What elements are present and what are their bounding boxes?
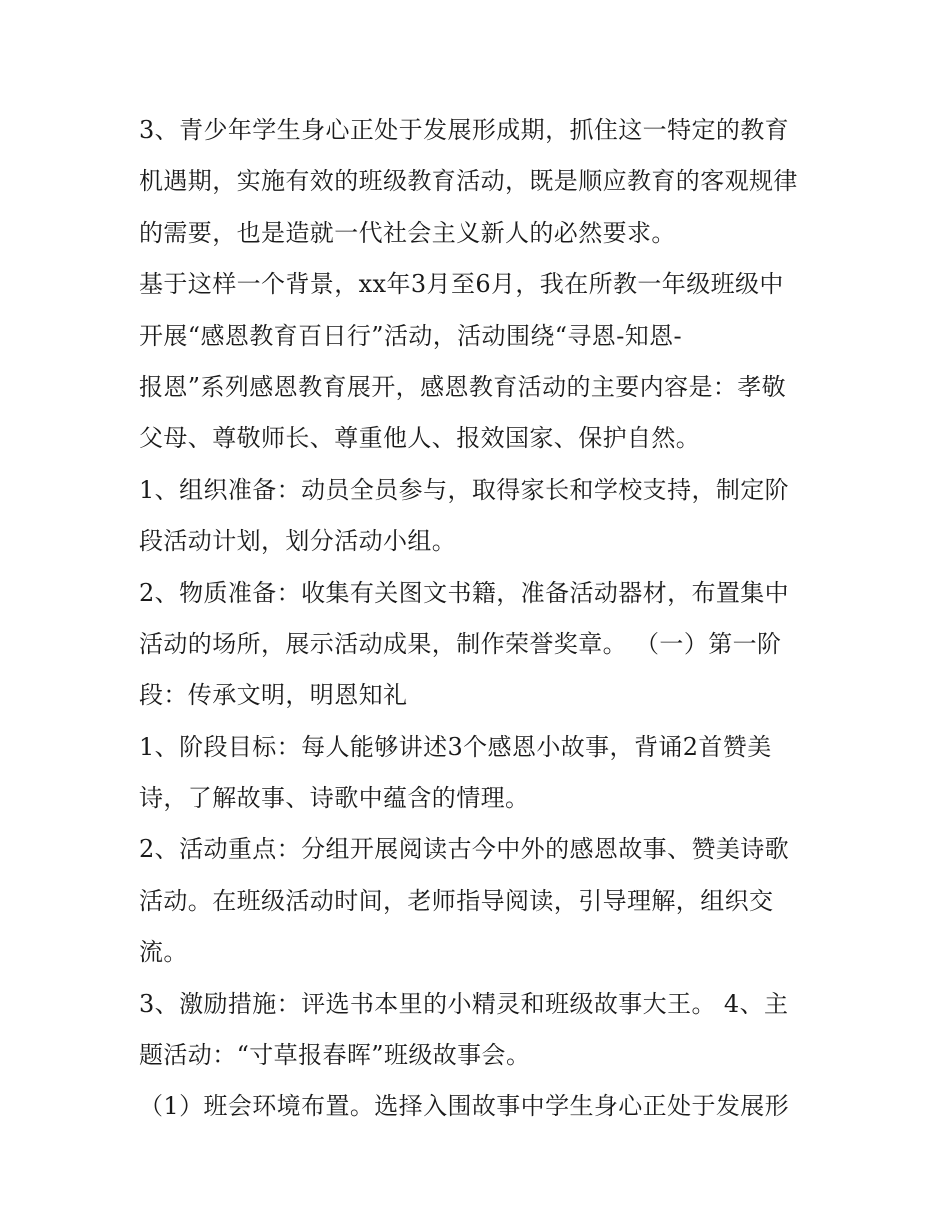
text-line: 题活动：“寸草报春晖”班级故事会。 <box>139 1041 531 1070</box>
text-line: 段活动计划，划分活动小组。 <box>139 527 457 556</box>
text-line: 机遇期，实施有效的班级教育活动，既是顺应教育的客观规律 <box>139 167 798 196</box>
text-line: 2、物质准备：收集有关图文书籍，准备活动器材，布置集中 <box>139 578 790 607</box>
text-line: 流。 <box>139 938 188 967</box>
document-body <box>139 105 819 1133</box>
text-line: 活动。在班级活动时间，老师指导阅读，引导理解，组织交 <box>139 886 774 915</box>
text-line: 活动的场所，展示活动成果，制作荣誉奖章。 （一）第一阶 <box>139 629 782 658</box>
text-line: 1、阶段目标：每人能够讲述3个感恩小故事，背诵2首赞美 <box>139 732 772 761</box>
text-line: 的需要，也是造就一代社会主义新人的必然要求。 <box>139 218 676 247</box>
text-line: （1）班会环境布置。选择入围故事中学生身心正处于发展形 <box>139 1092 790 1121</box>
text-line: 段：传承文明，明恩知礼 <box>139 681 408 710</box>
text-line: 3、激励措施：评选书本里的小精灵和班级故事大王。 4、主 <box>139 989 789 1018</box>
text-line: 诗，了解故事、诗歌中蕴含的情理。 <box>139 784 530 813</box>
text-line: 报恩”系列感恩教育展开，感恩教育活动的主要内容是：孝敬 <box>139 372 787 401</box>
text-line: 基于这样一个背景，xx年3月至6月，我在所教一年级班级中 <box>139 270 784 299</box>
text-line: 2、活动重点：分组开展阅读古今中外的感恩故事、赞美诗歌 <box>139 835 790 864</box>
text-line: 开展“感恩教育百日行”活动，活动围绕“寻恩-知恩- <box>139 321 683 350</box>
text-line: 父母、尊敬师长、尊重他人、报效国家、保护自然。 <box>139 424 701 453</box>
text-line: 3、青少年学生身心正处于发展形成期，抓住这一特定的教育 <box>139 116 790 144</box>
text-line: 1、组织准备：动员全员参与，取得家长和学校支持，制定阶 <box>139 475 790 504</box>
